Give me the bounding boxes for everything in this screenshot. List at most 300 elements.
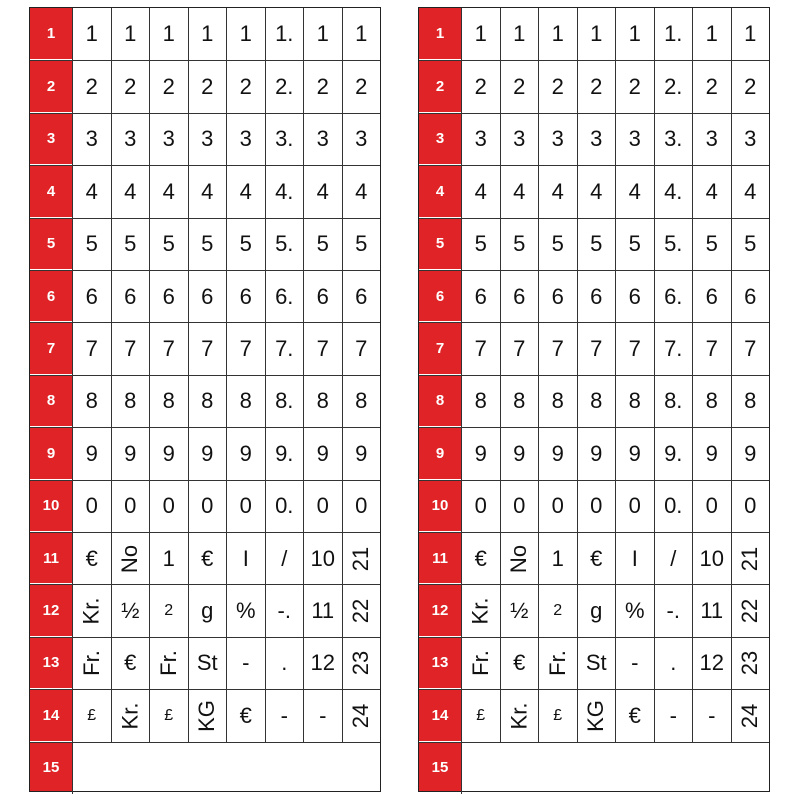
grid-cell (111, 271, 150, 322)
cell-value: g (590, 598, 603, 624)
grid-cell (342, 533, 381, 584)
cell-value: 3 (513, 126, 526, 152)
grid-cell (303, 323, 342, 374)
cell-value: KG (194, 699, 220, 732)
cell-value: 7 (124, 336, 137, 362)
label-sheet-right (418, 7, 770, 792)
grid-cell (226, 481, 265, 532)
grid-cell (111, 585, 150, 636)
cell-value: 0 (474, 493, 487, 519)
grid-cell (577, 638, 616, 689)
cell-value: g (201, 598, 214, 624)
cell-value: 9 (316, 440, 329, 466)
grid-cell (538, 428, 577, 479)
grid-cell (538, 61, 577, 112)
cell-value: 1 (355, 21, 368, 47)
cell-value: 6 (85, 283, 98, 309)
cell-value: -. (277, 598, 291, 624)
grid-cell (188, 114, 227, 165)
grid-cell (188, 690, 227, 741)
cell-value: 7 (705, 336, 718, 362)
grid-cell (149, 638, 188, 689)
grid-row (419, 270, 769, 322)
grid-cell (461, 376, 500, 427)
cell-value: 6. (664, 283, 683, 309)
row-number: 15 (30, 743, 72, 794)
grid-cell (111, 61, 150, 112)
row-number: 10 (419, 481, 461, 532)
cell-value: 2 (513, 74, 526, 100)
cell-value: 9 (124, 440, 137, 466)
grid-cell (72, 219, 111, 270)
grid-cell (265, 61, 304, 112)
grid-cell (538, 585, 577, 636)
grid-row (30, 60, 380, 112)
cell-value: 7 (162, 336, 175, 362)
cell-value: 11 (311, 598, 335, 624)
grid-cell (226, 114, 265, 165)
grid-cell (615, 585, 654, 636)
grid-cell (226, 166, 265, 217)
cell-value: 4 (474, 178, 487, 204)
grid-row (419, 584, 769, 636)
cell-value: Kr. (506, 702, 532, 730)
row-number: 5 (419, 219, 461, 270)
grid-cell (615, 271, 654, 322)
grid-cell (615, 533, 654, 584)
cell-value: 5 (316, 231, 329, 257)
cell-value: 5. (664, 231, 683, 257)
cell-value: - (669, 702, 677, 728)
grid-cell (615, 166, 654, 217)
row-number: 14 (30, 690, 72, 741)
cell-value: Fr. (155, 650, 181, 677)
grid-cell (500, 376, 539, 427)
cell-value: No (117, 544, 143, 573)
row-number: 6 (30, 271, 72, 322)
cell-value: 1 (239, 21, 252, 47)
cell-value: 3 (474, 126, 487, 152)
grid-cell (500, 219, 539, 270)
cell-value: 4 (201, 178, 214, 204)
cell-value: 4 (316, 178, 329, 204)
row-number: 7 (30, 323, 72, 374)
cell-value: 6 (239, 283, 252, 309)
grid-cell (577, 271, 616, 322)
grid-cell (577, 428, 616, 479)
grid-cell (342, 8, 381, 60)
row-number: 13 (419, 638, 461, 689)
grid-cell (615, 638, 654, 689)
cell-value: 3 (628, 126, 641, 152)
cell-value: 0 (355, 493, 368, 519)
grid-row (419, 480, 769, 532)
grid-cell (265, 638, 304, 689)
cell-value: 5 (239, 231, 252, 257)
grid-cell (538, 8, 577, 60)
grid-cell (188, 271, 227, 322)
grid-cell (500, 533, 539, 584)
cell-value: 3 (316, 126, 329, 152)
grid-cell (72, 638, 111, 689)
grid-cell (654, 376, 693, 427)
cell-value: 8. (664, 388, 683, 414)
grid-cell (538, 481, 577, 532)
cell-value: 1 (628, 21, 641, 47)
grid-cell (692, 8, 731, 60)
grid-row (30, 165, 380, 217)
grid-cell (654, 481, 693, 532)
cell-value: 3 (744, 126, 757, 152)
cell-value: 3 (162, 126, 175, 152)
cell-value: 0 (124, 493, 137, 519)
cell-value: / (281, 545, 288, 571)
grid-cell (461, 219, 500, 270)
grid-cell (577, 585, 616, 636)
cell-value: € (85, 545, 98, 571)
grid-cell (111, 323, 150, 374)
cell-value: 9 (201, 440, 214, 466)
cell-value: 7 (744, 336, 757, 362)
row-number: 2 (30, 61, 72, 112)
grid-cell (654, 638, 693, 689)
grid-cell (188, 61, 227, 112)
cell-value: 6 (355, 283, 368, 309)
cell-value: 2 (551, 74, 564, 100)
cell-value: 1 (124, 21, 137, 47)
grid-cell (111, 638, 150, 689)
row-number: 8 (419, 376, 461, 427)
grid-cell (72, 61, 111, 112)
grid-cell (654, 323, 693, 374)
grid-cell (149, 481, 188, 532)
cell-value: Kr. (117, 702, 143, 730)
grid-cell (111, 8, 150, 60)
cell-value: 2 (316, 74, 329, 100)
row-number: 1 (419, 8, 461, 60)
grid-cell (500, 638, 539, 689)
cell-value: 22 (737, 598, 763, 624)
grid-cell (342, 376, 381, 427)
grid-cell (303, 481, 342, 532)
grid-cell (615, 690, 654, 741)
cell-value: . (670, 650, 677, 676)
cell-value: € (513, 650, 526, 676)
row-number: 9 (419, 428, 461, 479)
cell-value: 9 (85, 440, 98, 466)
grid-cell (72, 690, 111, 741)
grid-cell (461, 166, 500, 217)
grid-cell (72, 114, 111, 165)
grid-cell (615, 61, 654, 112)
cell-value: £ (476, 706, 486, 724)
cell-value: € (124, 650, 137, 676)
grid-cell (731, 219, 770, 270)
cell-value: 1 (590, 21, 603, 47)
cell-value: 7. (275, 336, 294, 362)
grid-row (30, 480, 380, 532)
grid-cell (692, 428, 731, 479)
cell-value: KG (583, 699, 609, 732)
grid-cell (500, 166, 539, 217)
grid-cell (461, 8, 500, 60)
grid-row (30, 218, 380, 270)
grid-cell (500, 585, 539, 636)
grid-cell (731, 61, 770, 112)
grid-cell (615, 8, 654, 60)
grid-cell (72, 376, 111, 427)
grid-cell (654, 114, 693, 165)
cell-value: 6 (705, 283, 718, 309)
row-number: 13 (30, 638, 72, 689)
cell-value: 0 (744, 493, 757, 519)
cell-value: 6 (474, 283, 487, 309)
cell-value: 1 (513, 21, 526, 47)
cell-value: Fr. (78, 650, 104, 677)
cell-value: 0 (201, 493, 214, 519)
cell-value: 7 (590, 336, 603, 362)
grid-cell (654, 533, 693, 584)
cell-value: 2 (85, 74, 98, 100)
grid-cell (654, 585, 693, 636)
grid-row (419, 113, 769, 165)
cell-value: 22 (348, 598, 374, 624)
grid-cell (615, 428, 654, 479)
grid-cell (111, 533, 150, 584)
grid-cell (692, 114, 731, 165)
grid-cell (72, 481, 111, 532)
row-number: 10 (30, 481, 72, 532)
cell-value: 11 (700, 598, 724, 624)
grid-cell (342, 638, 381, 689)
grid-cell (654, 690, 693, 741)
cell-value: Fr. (544, 650, 570, 677)
cell-value: 5 (201, 231, 214, 257)
cell-value: 1. (664, 21, 683, 47)
grid-row (419, 8, 769, 60)
grid-cell (265, 585, 304, 636)
grid-cell (226, 8, 265, 60)
cell-value: 0 (705, 493, 718, 519)
cell-value: 2. (664, 74, 683, 100)
cell-value: 24 (737, 703, 763, 729)
cell-value: 4 (590, 178, 603, 204)
grid-cell (615, 114, 654, 165)
grid-cell (188, 638, 227, 689)
cell-value: 7 (355, 336, 368, 362)
grid-cell (577, 114, 616, 165)
grid-cell (577, 166, 616, 217)
cell-value: 7 (628, 336, 641, 362)
cell-value: 2 (164, 602, 174, 620)
cell-value: 0 (551, 493, 564, 519)
cell-value: 5 (162, 231, 175, 257)
grid-row (30, 270, 380, 322)
cell-value: 8 (590, 388, 603, 414)
grid-cell (303, 376, 342, 427)
cell-value: 0. (664, 493, 683, 519)
grid-cell (731, 585, 770, 636)
grid-cell (265, 323, 304, 374)
cell-value: 8 (513, 388, 526, 414)
grid-cell (149, 690, 188, 741)
grid-row (419, 689, 769, 741)
cell-value: 9 (705, 440, 718, 466)
cell-value: Fr. (467, 650, 493, 677)
grid-cell (188, 585, 227, 636)
cell-value: 3 (590, 126, 603, 152)
cell-value: 0 (162, 493, 175, 519)
cell-value: 6 (551, 283, 564, 309)
cell-value: 7 (239, 336, 252, 362)
grid-cell (500, 323, 539, 374)
grid-cell (111, 428, 150, 479)
grid-cell (226, 323, 265, 374)
cell-value: 9. (664, 440, 683, 466)
grid-cell (577, 323, 616, 374)
cell-value: 2 (744, 74, 757, 100)
grid-row (30, 742, 380, 794)
cell-value: 8 (355, 388, 368, 414)
grid-cell (731, 428, 770, 479)
grid-cell (342, 323, 381, 374)
cell-value: 6 (316, 283, 329, 309)
cell-value: € (474, 545, 487, 571)
cell-value: 8 (201, 388, 214, 414)
grid-row (419, 60, 769, 112)
cell-value: 4 (85, 178, 98, 204)
grid-cell (692, 61, 731, 112)
grid-cell (577, 219, 616, 270)
grid-cell (577, 376, 616, 427)
cell-value: 1 (705, 21, 718, 47)
cell-value: 4 (355, 178, 368, 204)
grid-cell (577, 533, 616, 584)
row-number: 9 (30, 428, 72, 479)
grid-cell (188, 219, 227, 270)
grid-cell (342, 219, 381, 270)
cell-value: 2 (705, 74, 718, 100)
grid-cell (692, 481, 731, 532)
cell-value: - (242, 650, 250, 676)
grid-cell (303, 61, 342, 112)
cell-value: 9 (590, 440, 603, 466)
grid-cell (265, 114, 304, 165)
grid-cell (265, 8, 304, 60)
cell-value: £ (87, 706, 97, 724)
grid-cell (461, 323, 500, 374)
grid-row (30, 8, 380, 60)
empty-row-area (461, 743, 769, 794)
row-number: 14 (419, 690, 461, 741)
row-number: 12 (30, 585, 72, 636)
cell-value: £ (553, 706, 563, 724)
grid-cell (149, 323, 188, 374)
grid-cell (538, 376, 577, 427)
grid-cell (500, 114, 539, 165)
grid-cell (303, 219, 342, 270)
row-number: 8 (30, 376, 72, 427)
grid-cell (303, 690, 342, 741)
cell-value: 4 (162, 178, 175, 204)
cell-value: No (506, 544, 532, 573)
grid-cell (303, 271, 342, 322)
grid-cell (149, 376, 188, 427)
cell-value: 3 (201, 126, 214, 152)
row-number: 7 (419, 323, 461, 374)
cell-value: 0 (628, 493, 641, 519)
grid-cell (692, 166, 731, 217)
cell-value: -. (666, 598, 680, 624)
cell-value: 2 (474, 74, 487, 100)
cell-value: 1. (275, 21, 294, 47)
cell-value: 5 (628, 231, 641, 257)
row-number: 3 (30, 114, 72, 165)
grid-row (419, 322, 769, 374)
row-number: 15 (419, 743, 461, 794)
grid-row (30, 375, 380, 427)
cell-value: 0 (85, 493, 98, 519)
grid-cell (149, 8, 188, 60)
cell-value: 0 (239, 493, 252, 519)
cell-value: 1 (551, 21, 564, 47)
grid-cell (461, 428, 500, 479)
grid-cell (731, 323, 770, 374)
grid-cell (303, 8, 342, 60)
grid-cell (615, 219, 654, 270)
cell-value: 3 (355, 126, 368, 152)
cell-value: 4 (124, 178, 137, 204)
cell-value: 5 (355, 231, 368, 257)
cell-value: 8 (124, 388, 137, 414)
cell-value: 6 (590, 283, 603, 309)
grid-cell (72, 585, 111, 636)
grid-cell (615, 323, 654, 374)
cell-value: 5 (705, 231, 718, 257)
row-number: 11 (419, 533, 461, 584)
grid-cell (538, 114, 577, 165)
grid-cell (342, 271, 381, 322)
cell-value: 4 (239, 178, 252, 204)
cell-value: 6 (628, 283, 641, 309)
grid-cell (226, 376, 265, 427)
cell-value: 10 (699, 545, 724, 571)
cell-value: 8 (628, 388, 641, 414)
grid-cell (731, 638, 770, 689)
grid-cell (188, 428, 227, 479)
grid-cell (500, 690, 539, 741)
cell-value: 0 (590, 493, 603, 519)
grid-cell (654, 8, 693, 60)
cell-value: 2 (162, 74, 175, 100)
grid-cell (731, 481, 770, 532)
cell-value: 9 (744, 440, 757, 466)
cell-value: % (235, 598, 256, 624)
grid-cell (654, 219, 693, 270)
cell-value: 8. (275, 388, 294, 414)
cell-value: 2 (124, 74, 137, 100)
grid-cell (731, 533, 770, 584)
empty-row-area (72, 743, 380, 794)
grid-cell (342, 690, 381, 741)
cell-value: 9 (162, 440, 175, 466)
cell-value: 8 (705, 388, 718, 414)
row-number: 6 (419, 271, 461, 322)
grid-cell (731, 166, 770, 217)
grid-cell (72, 271, 111, 322)
cell-value: - (280, 702, 288, 728)
grid-cell (615, 481, 654, 532)
